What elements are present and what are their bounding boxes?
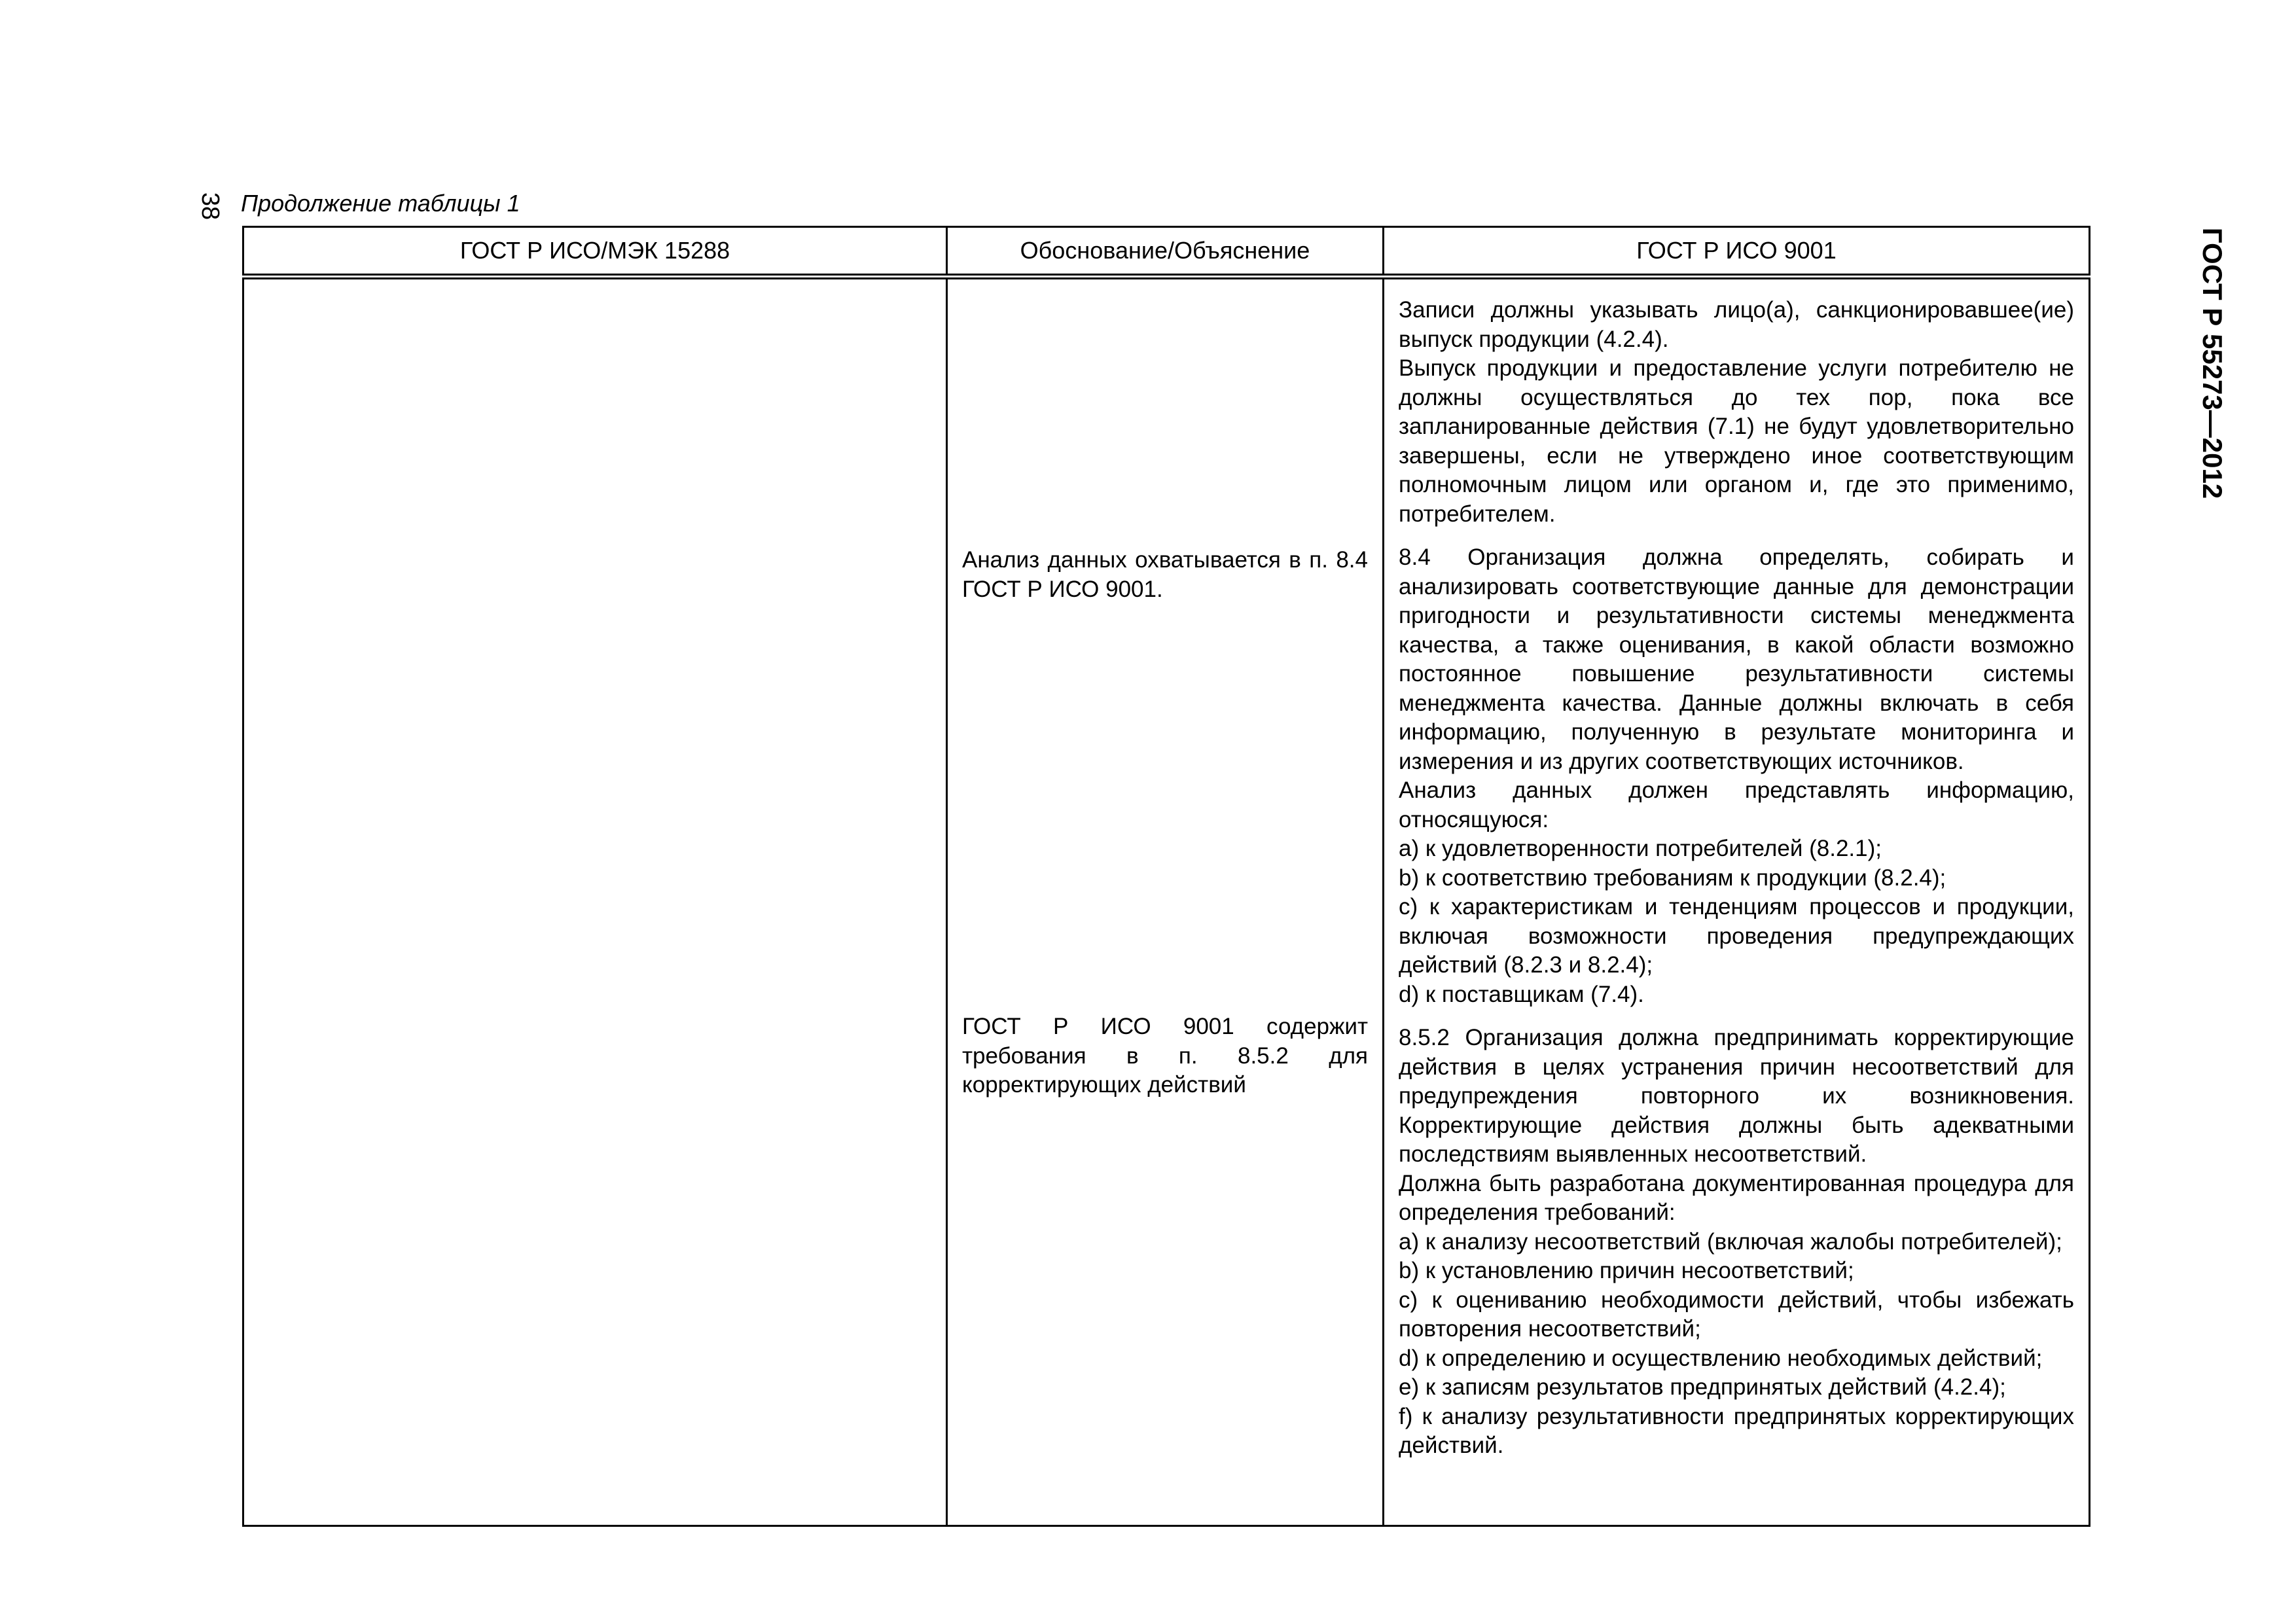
document-code: ГОСТ Р 55273—2012 — [2197, 227, 2228, 499]
list-item: e) к записям результатов предпринятых действий (4.2.4); — [1399, 1374, 2006, 1400]
comparison-table — [242, 226, 2090, 1527]
page-number: 38 — [196, 192, 224, 221]
list-item: b) к установлению причин несоответствий; — [1399, 1258, 1854, 1283]
paragraph: 8.4 Организация должна определять, собирать и анализировать соответствующие данные для демонстрации пригодности и результативности системы менеджмента качества, а также оценивания, в какой области возможно постоянное повышение результативности системы менеджмента качества. Данные должны включать в себя информацию, полученную в результате мониторинга и измерения и из других соответствующих источников. — [1399, 544, 2074, 774]
paragraph: Выпуск продукции и предоставление услуги потребителю не должны осуществляться до тех пор, пока все запланированные действия (7.1) не будут удовлетворительно завершены, если не утверждено иное соответствующим полномочным лицом или органом и, где это применимо, потребителем. — [1399, 355, 2074, 527]
list-item: c) к характеристикам и тенденциям процессов и продукции, включая возможности проведения предупреждающих действий (8.2.3 и 8.2.4); — [1399, 894, 2074, 978]
list-item: f) к анализу результативности предпринятых корректирующих действий. — [1399, 1403, 2074, 1458]
paragraph: Записи должны указывать лицо(а), санкционировавшее(ие) выпуск продукции (4.2.4). — [1399, 297, 2074, 352]
table-row — [243, 277, 2090, 1526]
list-item: c) к оцениванию необходимости действий, чтобы избежать повторения несоответствий; — [1399, 1287, 2074, 1342]
cell-gost-9001 — [1384, 277, 2090, 1526]
list-item: a) к удовлетворенности потребителей (8.2.1); — [1399, 836, 1882, 861]
gost-9001-data-analysis-block — [1399, 543, 2074, 1009]
gost-9001-release-block — [1399, 296, 2074, 529]
paragraph: Анализ данных должен представлять информацию, относящуюся: — [1399, 777, 2074, 832]
column-header-gost-9001: ГОСТ Р ИСО 9001 — [1384, 227, 2090, 277]
justification-corrective-actions: ГОСТ Р ИСО 9001 содержит требования в п. 8.5.2 для корректирующих действий — [962, 1014, 1368, 1097]
list-item: a) к анализу несоответствий (включая жалобы потребителей); — [1399, 1228, 2062, 1255]
paragraph: 8.5.2 Организация должна предпринимать корректирующие действия в целях устранения причин несоответствий для предупреждения повторного их возникновения. Корректирующие действия должны быть адекватными последствиям выявленных несоответствий. — [1399, 1025, 2074, 1167]
column-header-justification: Обоснование/Объяснение — [947, 227, 1384, 277]
paragraph: Должна быть разработана документированная процедура для определения требований: — [1399, 1170, 2074, 1225]
gost-9001-corrective-actions-block — [1399, 1024, 2074, 1461]
list-item: d) к определению и осуществлению необходимых действий; — [1399, 1345, 2043, 1371]
column-header-gost-15288: ГОСТ Р ИСО/МЭК 15288 — [243, 227, 947, 277]
table-header-row — [243, 227, 2090, 277]
justification-data-analysis: Анализ данных охватывается в п. 8.4 ГОСТ Р ИСО 9001. — [962, 547, 1368, 602]
cell-justification — [947, 277, 1384, 1526]
list-item: d) к поставщикам (7.4). — [1399, 981, 1644, 1007]
table-continuation-caption: Продолжение таблицы 1 — [241, 190, 520, 217]
cell-gost-15288 — [243, 277, 947, 1526]
list-item: b) к соответствию требованиям к продукции (8.2.4); — [1399, 865, 1946, 891]
